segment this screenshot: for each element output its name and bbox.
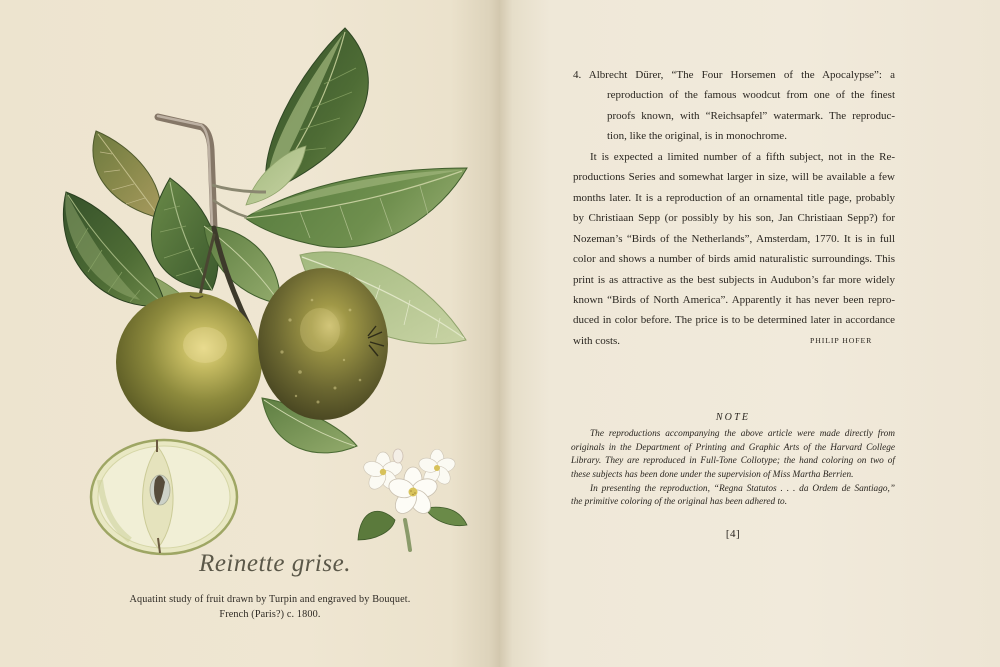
right-apple [258, 268, 388, 420]
text-line: color and shows a number of birds amid naturalistic surroundings. This [573, 253, 895, 266]
text-line: productions Series and somewhat larger in size, will be available a few [573, 171, 895, 184]
caption-line: Aquatint study of fruit drawn by Turpin and engraved by Bouquet. [129, 594, 411, 605]
cut-apple-half [91, 440, 237, 554]
article-text [573, 65, 895, 351]
author-signature: PHILIP HOFER [810, 336, 873, 345]
text-line: with costs. [573, 334, 621, 347]
caption-line: French (Paris?) c. 1800. [219, 608, 321, 620]
blossom-leaf [358, 511, 395, 540]
note-line: these subjects has been done under the supervision of Miss Martha Berrien. [571, 470, 854, 481]
apple-blossom [358, 449, 467, 550]
note-line: Library. They are reproduced in Full-Tone Collotype; the hand coloring on two of [571, 456, 895, 467]
blossom-leaf [425, 507, 467, 525]
text-line: duced in color before. The price is to be determined later in accordance [573, 314, 895, 327]
text-line: months later. It is a reproduction of an ornamental title page, probably [573, 191, 895, 204]
note-heading: NOTE [715, 412, 751, 423]
leaf-left-upper [93, 131, 161, 218]
note-line: In presenting the reproduction, “Regna Statutos . . . da Ordem de Santiago,” [590, 483, 895, 494]
text-line: proofs known, with “Reichsapfel” watermark. The reproduc- [607, 109, 895, 122]
text-line: tion, like the original, is in monochrome. [607, 130, 787, 143]
text-line: by Christiaan Sepp (or possibly by his son, Jan Christiaan Sepp?) for [573, 212, 895, 225]
text-line: It is expected a limited number of a fifth subject, not in the Re- [590, 150, 895, 163]
text-line: reproduction of the famous woodcut from one of the finest [607, 89, 895, 102]
note-line: originals in the Department of Printing and Graphic Arts of the Harvard College [571, 442, 895, 453]
plate-caption [90, 593, 450, 622]
note-line: The reproductions accompanying the above article were made directly from [590, 429, 895, 439]
page-number: [4] [725, 528, 741, 540]
text-line: print is as attractive as the best subjects in Audubon’s far more widely [573, 273, 895, 286]
blossom-bud [393, 449, 403, 463]
note-text [571, 428, 895, 510]
left-apple [116, 292, 262, 432]
text-line: known “Birds of North America”. Apparently it has never been repro- [573, 293, 895, 306]
plate-title: Reinette grise. [199, 550, 351, 577]
text-line: 4. Albrecht Dürer, “The Four Horsemen of the Apocalypse”: a [573, 69, 895, 81]
note-line: the primitive coloring of the original has been adhered to. [571, 497, 788, 508]
text-line: Nozeman’s “Birds of the Netherlands”, Amsterdam, 1770. It is in full [573, 232, 895, 245]
